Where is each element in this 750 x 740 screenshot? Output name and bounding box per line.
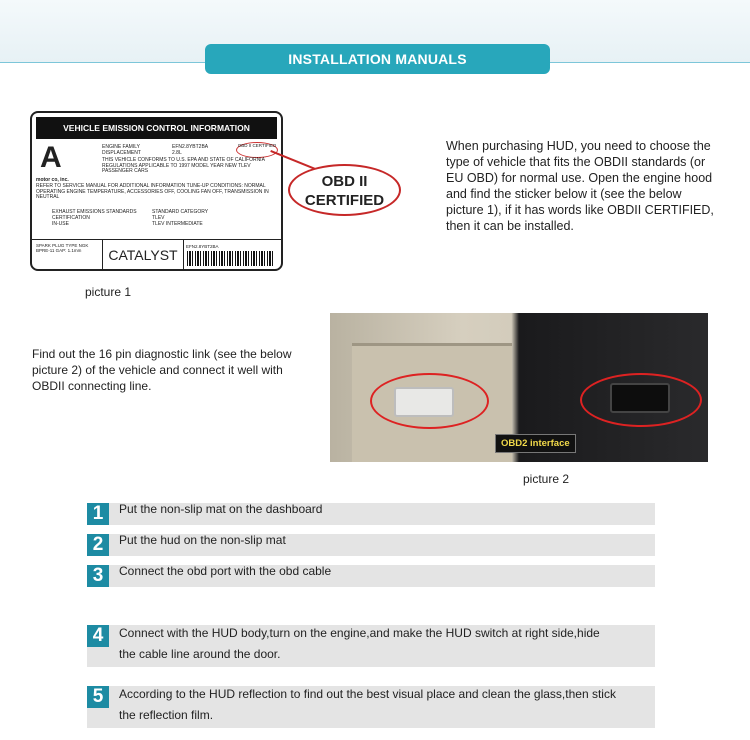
emission-sticker-image: [30, 111, 283, 271]
sticker-maker: motor co, inc.: [36, 177, 69, 183]
sticker-category: [152, 209, 208, 227]
intro-paragraph: When purchasing HUD, you need to choose the type of vehicle that fits the OBDII standards (or EU OBD) for normal use. Open the engine hood and find the sticker below it (see the below picture 1), if it has words like OBDII CERTIFIED, then it can be installed.: [446, 139, 714, 233]
step-number-4: 4: [87, 625, 109, 647]
picture1-caption: picture 1: [85, 285, 132, 299]
sticker-title: VEHICLE EMISSION CONTROL INFORMATION: [36, 117, 277, 139]
step-text-3: Connect the obd port with the obd cable: [119, 564, 332, 578]
exhaust-label: EXHAUST EMISSIONS STANDARDS: [52, 209, 137, 215]
tlev-int-label: TLEV INTERMEDIATE: [152, 221, 203, 227]
step-number-3: 3: [87, 565, 109, 587]
step-text-4-cont: the cable line around the door.: [119, 647, 281, 661]
step-text-5-cont: the reflection film.: [119, 708, 214, 722]
displacement-value: 2.8L: [172, 150, 182, 156]
step-text-5: According to the HUD reflection to find out the best visual place and clean the glass,then stick: [119, 687, 616, 701]
highlight-ring-left: [370, 373, 489, 429]
barcode-graphic: [187, 251, 275, 266]
step-text-4: Connect with the HUD body,turn on the engine,and make the HUD switch at right side,hide: [119, 626, 600, 640]
step-number-5: 5: [87, 686, 109, 708]
inuse-label: IN-USE: [52, 221, 69, 227]
displacement-label: DISPLACEMENT: [102, 150, 141, 156]
std-cat-label: STANDARD CATEGORY: [152, 209, 209, 215]
sticker-conformance-text: THIS VEHICLE CONFORMS TO U.S. EPA AND STATE OF CALIFORNIA REGULATIONS APPLICABLE TO 1997 MODEL YEAR NEW TLEV PASSENGER CARS: [102, 157, 265, 175]
engine-family-value: EFN2.8YBT2BA: [172, 144, 209, 150]
spark-plug-text: SPARK PLUG TYPE NGK BPRE-11 GAP: 1.1mm: [36, 243, 89, 254]
step-number-2: 2: [87, 534, 109, 556]
page-title: INSTALLATION MANUALS: [205, 44, 550, 74]
step-text-2: Put the hud on the non-slip mat: [119, 533, 286, 547]
engine-family-label: ENGINE FAMILY: [102, 144, 140, 150]
sticker-service-text: REFER TO SERVICE MANUAL FOR ADDITIONAL INFORMATION TUNE-UP CONDITIONS: NORMAL OPERATING ENGINE TEMPERATURE, ACCESSORIES OFF, COOLING FAN OFF, TRANSMISSION IN NEUTRAL: [36, 183, 269, 201]
cert-label: CERTIFICATION: [52, 215, 90, 221]
barcode-label: EFN2.8YBT2BA: [186, 244, 219, 249]
obd-port-photo: [330, 313, 708, 462]
obd-badge-line1: OBD II: [321, 173, 368, 190]
obd2-interface-tag: OBD2 interface: [495, 434, 576, 453]
sticker-obd-mark: OBD II CERTIFIED: [236, 142, 278, 158]
find-port-paragraph: Find out the 16 pin diagnostic link (see the below picture 2) of the vehicle and connect it well with OBDII connecting line.: [32, 347, 292, 393]
highlight-ring-right: [580, 373, 702, 427]
sticker-letter: A: [40, 141, 62, 174]
picture2-caption: picture 2: [523, 472, 570, 486]
tlev-label: TLEV: [152, 215, 165, 221]
step-number-1: 1: [87, 503, 109, 525]
sticker-bottom-row: [32, 239, 281, 270]
catalyst-label: CATALYST: [102, 240, 184, 270]
sticker-values: [172, 144, 208, 156]
obd-badge-line2: CERTIFIED: [304, 192, 385, 209]
step-text-1: Put the non-slip mat on the dashboard: [119, 502, 323, 516]
obd-certified-badge: [288, 164, 401, 216]
